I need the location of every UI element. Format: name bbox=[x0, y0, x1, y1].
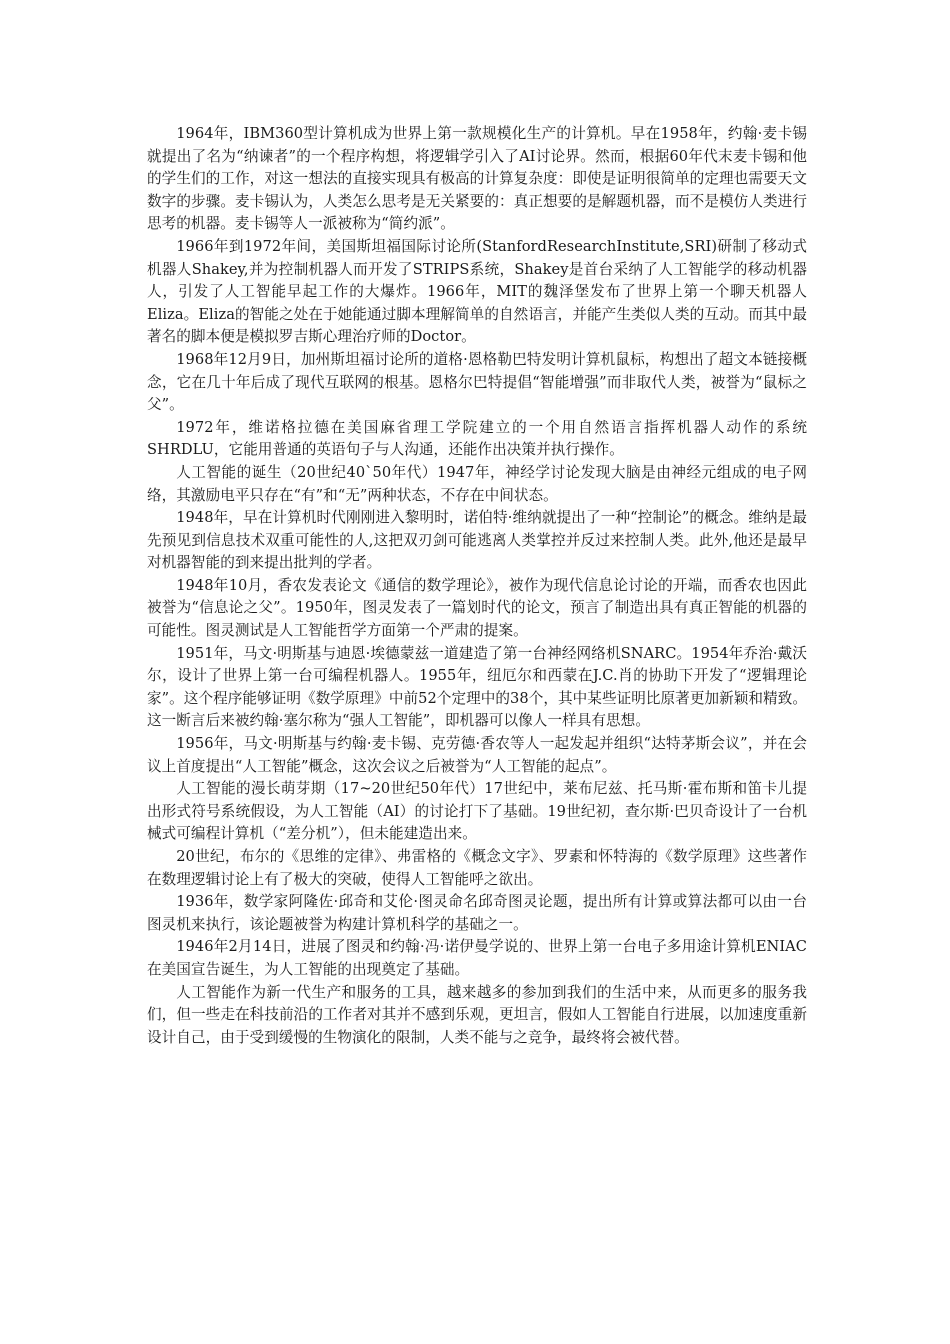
paragraph-mouse: 1968年12月9日，加州斯坦福讨论所的道格·恩格勒巴特发明计算机鼠标，构想出了超文本链接概念，它在几十年后成了现代互联网的根基。恩格尔巴特提倡“智能增强”而非取代人类，被誉为“鼠标之父”。 bbox=[147, 350, 807, 414]
paragraph-ai-birth: 人工智能的诞生（20世纪40`50年代）1947年，神经学讨论发现大脑是由神经元组成的电子网络，其激励电平只存在“有”和“无”两种状态，不存在中间状态。 bbox=[147, 463, 807, 504]
paragraph-eniac: 1946年2月14日，进展了图灵和约翰·冯·诺伊曼学说的、世界上第一台电子多用途计算机ENIAC在美国宣告诞生，为人工智能的出现奠定了基础。 bbox=[147, 938, 807, 978]
paragraph-church-turing: 1936年，数学家阿隆佐·邱奇和艾伦·图灵命名邱奇图灵论题，提出所有计算或算法都可以由一台图灵机来执行，该论题被誉为构建计算机科学的基础之一。 bbox=[147, 893, 807, 933]
paragraph-shrdlu: 1972年，维诺格拉德在美国麻省理工学院建立的一个用自然语言指挥机器人动作的系统SHRDLU，它能用普通的英语句子与人沟通，还能作出决策并执行操作。 bbox=[147, 418, 807, 459]
paragraph-information-theory: 1948年10月，香农发表论文《通信的数学理论》，被作为现代信息论讨论的开端，而香农也因此被誉为“信息论之父”。1950年，图灵发表了一篇划时代的论文，预言了制造出具有真正智能的机器的可能性。图灵测试是人工智能哲学方面第一个严肃的提案。 bbox=[147, 576, 807, 640]
paragraph-logic-works: 20世纪，布尔的《思维的定律》、弗雷格的《概念文字》、罗素和怀特海的《数学原理》这些著作在数理逻辑讨论上有了极大的突破，使得人工智能呼之欲出。 bbox=[147, 848, 807, 888]
paragraph-shakey: 1966年到1972年间，美国斯坦福国际讨论所(StanfordResearchInstitute,SRI)研制了移动式机器人Shakey,并为控制机器人而开发了STRIPS系统，Shakey是首台采纳了人工智能学的移动机器人，引发了人工智能早起工作的大爆炸。1966年，MIT的魏泽堡发布了世界上第一个聊天机器人Eliza。Eliza的智能之处在于她能通过脚本理解简单的自然语言，并能产生类似人类的互动。而其中最著名的脚本便是模拟罗吉斯心理治疗师的Doctor。 bbox=[147, 237, 807, 346]
paragraph-dartmouth: 1956年，马文·明斯基与约翰·麦卡锡、克劳德·香农等人一起发起并组织“达特茅斯会议”，并在会议上首度提出“人工智能”概念，这次会议之后被誉为“人工智能的起点”。 bbox=[147, 735, 807, 775]
paragraph-cybernetics: 1948年，早在计算机时代刚刚进入黎明时，诺伯特·维纳就提出了一种“控制论”的概念。维纳是最先预见到信息技术双重可能性的人,这把双刃剑可能逃离人类掌控并反过来控制人类。此外,他还是最早对机器智能的到来提出批判的学者。 bbox=[147, 509, 807, 572]
paragraph-snarc: 1951年，马文·明斯基与迪恩·埃德蒙兹一道建造了第一台神经网络机SNARC。1954年乔治·戴沃尔，设计了世界上第一台可编程机器人。1955年，纽厄尔和西蒙在J.C.肖的协助下开发了“逻辑理论家”。这个程序能够证明《数学原理》中前52个定理中的38个，其中某些证明比原著更加新颖和精致。这一断言后来被约翰·塞尔称为“强人工智能”，即机器可以像人一样具有思想。 bbox=[147, 644, 807, 730]
paragraph-conclusion: 人工智能作为新一代生产和服务的工具，越来越多的参加到我们的生活中来，从而更多的服务我们，但一些走在科技前沿的工作者对其并不感到乐观，更坦言，假如人工智能自行进展，以加速度重新设计自己，由于受到缓慢的生物演化的限制，人类不能与之竞争，最终将会被代替。 bbox=[147, 983, 807, 1046]
paragraph-germination: 人工智能的漫长萌芽期（17~20世纪50年代）17世纪中，莱布尼兹、托马斯·霍布斯和笛卡儿提出形式符号系统假设，为人工智能（AI）的讨论打下了基础。19世纪初，查尔斯·巴贝奇设计了一台机械式可编程计算机（“差分机”），但未能建造出来。 bbox=[147, 780, 807, 843]
paragraph-ibm360: 1964年，IBM360型计算机成为世界上第一款规模化生产的计算机。早在1958年，约翰·麦卡锡就提出了名为“纳谏者”的一个程序构想，将逻辑学引入了AI讨论界。然而，根据60年代末麦卡锡和他的学生们的工作，对这一想法的直接实现具有极高的计算复杂度：即使是证明很简单的定理也需要天文数字的步骤。麦卡锡认为，人类怎么思考是无关紧要的：真正想要的是解题机器，而不是模仿人类进行思考的机器。麦卡锡等人一派被称为“简约派”。 bbox=[147, 125, 807, 233]
document-body bbox=[147, 123, 807, 1049]
